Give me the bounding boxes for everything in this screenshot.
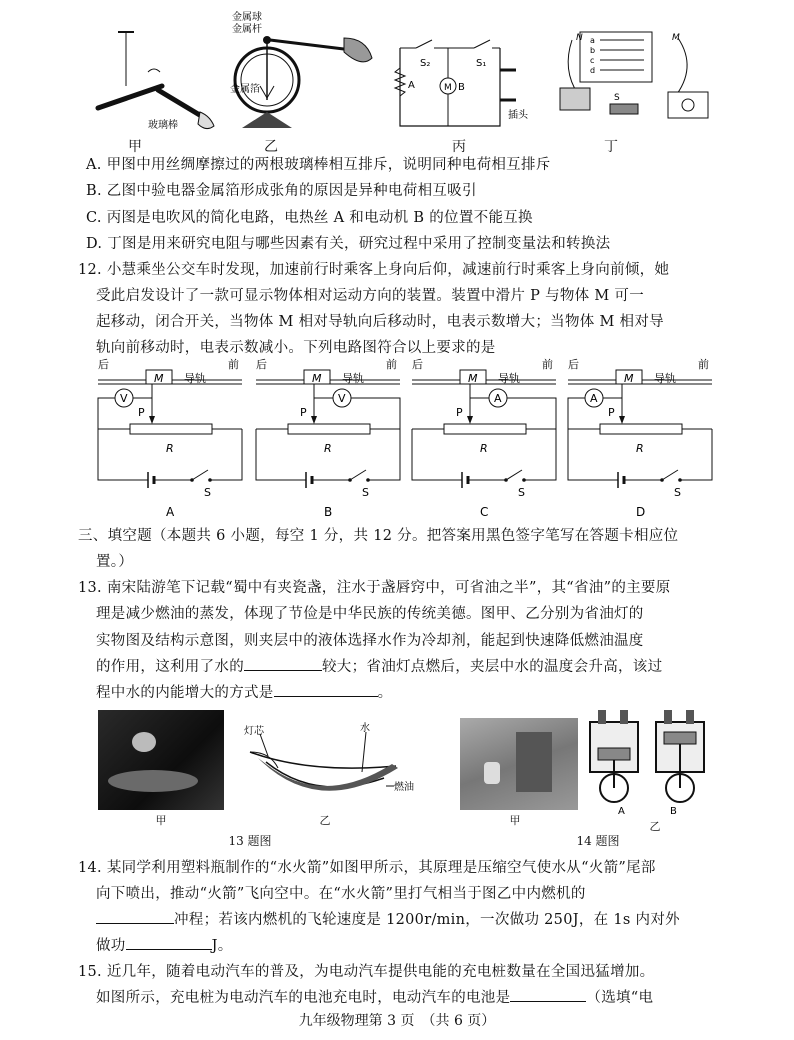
q13-line-1: 13. 南宋陆游笔下记载“蜀中有夹瓷盏，注水于盏唇窍中，可省油之半”，其“省油”的主要原 [78,580,671,596]
page-footer: 九年级物理第 3 页 （共 6 页） [298,1013,496,1029]
q13-line-2: 理是减少燃油的蒸发，体现了节俭是中华民族的传统美德。图甲、乙分别为省油灯的 [96,606,644,622]
q13-line-5-text-b: 。 [377,685,393,701]
q14-line-3 [96,909,680,931]
q15-line-1: 15. 近几年，随着电动汽车的普及，为电动汽车提供电能的充电桩数量在全国迅猛增加。 [78,964,655,980]
heater-a-label: A [408,80,415,91]
q14-line-3-text: 冲程；若该内燃机的飞轮速度是 1200r/min，一次做功 250J，在 1s 内对外 [174,912,680,928]
switch-s-label: S [674,486,681,499]
q14-blank-1[interactable] [96,909,174,924]
switch-s-label: S [362,486,369,499]
back-label: 后 [412,358,423,371]
motor-m-label: M [444,83,452,93]
q13-lamp-diagram [236,722,414,807]
object-m-label: M [154,372,164,385]
q13-line-5-text-a: 程中水的内能增大的方式是 [96,685,274,701]
q14-blank-2[interactable] [126,935,212,950]
switch-s-label: S [204,486,211,499]
q13-wick-label: 灯芯 [244,726,264,737]
object-m-label: M [312,372,322,385]
q15-line-2 [96,987,653,1009]
q13-line-3: 实物图及结构示意图，则夹层中的液体选择水作为冷却剂，能起到快速降低燃油温度 [96,633,644,649]
back-label: 后 [98,358,109,371]
figure-11-yi-label: 乙 [264,139,278,155]
wire-a-label: a [590,36,595,45]
resistor-r-label: R [480,442,488,455]
q12-circuit-a [96,358,246,518]
option-letter: B [324,505,333,519]
q14-photo [460,718,578,810]
q13-photo [98,710,224,810]
figure-11-bing-label: 丙 [452,139,466,155]
rail-label: 导轨 [184,372,206,385]
object-m-label: M [624,372,634,385]
meter-label: A [590,392,598,405]
q11-option-d: D. 丁图是用来研究电阻与哪些因素有关，研究过程中采用了控制变量法和转换法 [86,236,611,252]
q13-line-5 [96,682,392,704]
clip-m-label: M [672,33,680,43]
q13-line-4-text-a: 的作用，这利用了水的 [96,659,244,675]
slider-p-label: P [608,406,615,419]
front-label: 前 [386,358,397,371]
front-label: 前 [698,358,709,371]
option-letter: A [166,505,175,519]
switch-s-label: S [614,93,620,103]
plug-label: 插头 [508,110,528,121]
back-label: 后 [256,358,267,371]
option-letter: D [636,505,646,519]
q13-caption: 13 题图 [228,834,272,848]
q14-engine-diagram [584,708,714,818]
metal-ball-label: 金属球 [232,12,262,23]
q13-fig-yi-label: 乙 [319,814,331,827]
q11-option-a: A. 甲图中用丝绸摩擦过的两根玻璃棒相互排斥，说明同种电荷相互排斥 [86,157,551,173]
q15-line-2-text-b: （选填“电 [586,990,654,1006]
option-letter: C [480,505,489,519]
front-label: 前 [228,358,239,371]
q14-engine-a-label: A [618,806,625,817]
slider-p-label: P [138,406,145,419]
q12-line-2: 受此启发设计了一款可显示物体相对运动方向的装置。装置中滑片 P 与物体 M 可一 [96,288,645,304]
slider-p-label: P [456,406,463,419]
q11-option-b: B. 乙图中验电器金属箔形成张角的原因是异种电荷相互吸引 [86,183,477,199]
back-label: 后 [568,358,579,371]
q14-line-4-text-b: J。 [211,938,233,954]
q12-circuit-c [410,358,560,518]
q14-fig-yi-label: 乙 [649,820,661,833]
q14-line-1: 14. 某同学利用塑料瓶制作的“水火箭”如图甲所示，其原理是压缩空气使水从“火箭”尾部 [78,860,656,876]
section-3-heading-cont: 置。） [96,554,134,570]
front-label: 前 [542,358,553,371]
q13-blank-1[interactable] [244,656,322,671]
q14-line-4 [96,935,233,957]
q13-line-4 [96,656,662,678]
metal-rod-label: 金属杆 [232,24,262,35]
figure-11-jia-label: 甲 [128,139,142,155]
figure-11-ding-label: 丁 [604,139,618,155]
switch-s-label: S [518,486,525,499]
q12-line-1: 12. 小慧乘坐公交车时发现，加速前行时乘客上身向后仰，减速前行时乘客上身向前倾，她 [78,262,670,278]
wire-c-label: c [590,56,595,65]
glass-rod-label: 玻璃棒 [148,120,178,131]
q14-fig-jia-label: 甲 [509,814,521,827]
q11-option-c: C. 丙图是电吹风的简化电路，电热丝 A 和电动机 B 的位置不能互换 [86,210,533,226]
q12-circuit-b [254,358,404,518]
switch-s1-label: S₁ [476,58,487,69]
object-m-label: M [468,372,478,385]
q14-caption: 14 题图 [576,834,620,848]
q14-line-4-text-a: 做功 [96,938,126,954]
figure-11-yi [232,10,382,135]
figure-11-bing [392,34,542,134]
q12-line-4: 轨向前移动时，电表示数减小。下列电路图符合以上要求的是 [96,340,496,356]
figure-11-jia [88,28,228,138]
resistor-r-label: R [166,442,174,455]
wire-b-label: b [590,46,596,55]
slider-p-label: P [300,406,307,419]
metal-foil-label: 金属箔 [230,84,260,95]
rail-label: 导轨 [498,372,520,385]
rail-label: 导轨 [342,372,364,385]
motor-b-label: B [458,82,465,93]
q13-blank-2[interactable] [274,682,378,697]
q15-line-2-text-a: 如图所示，充电桩为电动汽车的电池充电时，电动汽车的电池是 [96,990,511,1006]
q12-line-3: 起移动，闭合开关，当物体 M 相对导轨向后移动时，电表示数增大；当物体 M 相对导 [96,314,664,330]
q14-line-2: 向下喷出，推动“火箭”飞向空中。在“水火箭”里打气相当于图乙中内燃机的 [96,886,586,902]
q13-oil-label: 燃油 [394,782,414,793]
meter-label: A [494,392,502,405]
clip-n-label: N [576,33,583,43]
meter-label: V [120,392,128,405]
q13-water-label: 水 [360,723,370,734]
q14-engine-b-label: B [670,806,677,817]
resistor-r-label: R [324,442,332,455]
switch-s2-label: S₂ [420,58,431,69]
rail-label: 导轨 [654,372,676,385]
q15-blank-1[interactable] [510,987,586,1002]
q13-line-4-text-b: 较大；省油灯点燃后，夹层中水的温度会升高，该过 [322,659,663,675]
figure-11-ding [550,30,720,135]
meter-label: V [338,392,346,405]
wire-d-label: d [590,66,596,75]
q13-fig-jia-label: 甲 [155,814,167,827]
q12-circuit-d [566,358,716,518]
resistor-r-label: R [636,442,644,455]
section-3-heading: 三、填空题（本题共 6 小题，每空 1 分，共 12 分。把答案用黑色签字笔写在答题卡相应位 [78,528,679,544]
